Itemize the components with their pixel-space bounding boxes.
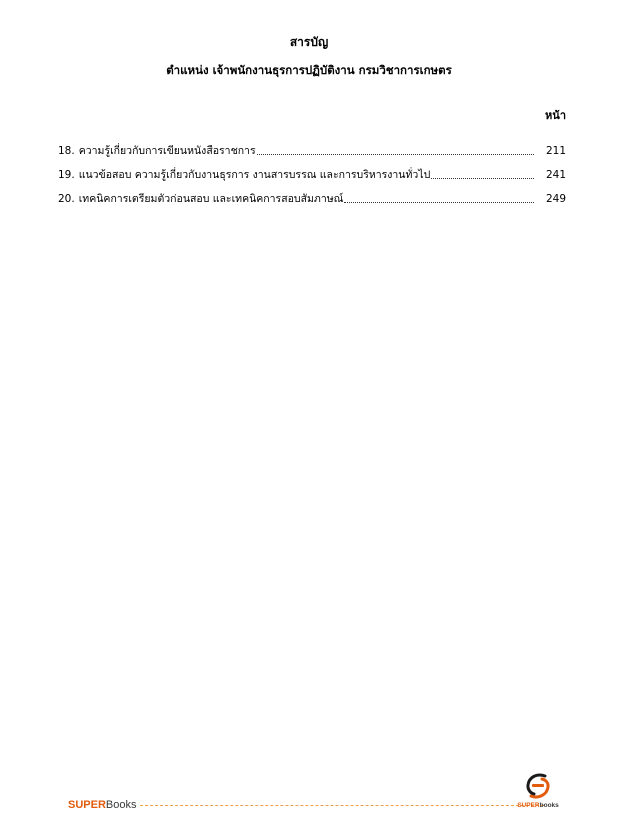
document-title: สารบัญ xyxy=(289,35,329,49)
superbooks-logo-text xyxy=(512,802,564,809)
toc-entry-number: 18. xyxy=(58,145,75,157)
toc-entry-page: 241 xyxy=(545,169,566,181)
toc-entry-title: แนวข้อสอบ ความรู้เกี่ยวกับงานธุรการ งานสารบรรณ และการบริหารงานทั่วไป xyxy=(78,169,431,181)
logo-text-books: books xyxy=(539,802,559,809)
toc-entry[interactable] xyxy=(58,182,566,206)
footer-brand-books: Books xyxy=(105,799,137,811)
logo-text-super: SUPER xyxy=(517,802,540,809)
toc-entry-number: 20. xyxy=(58,193,75,205)
footer-brand xyxy=(68,799,136,811)
document-subtitle: ตำแหน่ง เจ้าพนักงานธุรการปฏิบัติงาน กรมวิชาการเกษตร xyxy=(166,63,452,77)
toc-dot-leader xyxy=(344,202,534,203)
toc-dot-leader xyxy=(257,154,534,155)
toc-entry-page: 211 xyxy=(545,145,566,157)
toc-entry[interactable] xyxy=(58,158,566,182)
toc-entry-title: เทคนิคการเตรียมตัวก่อนสอบ และเทคนิคการสอบสัมภาษณ์ xyxy=(78,193,344,205)
toc-dot-leader xyxy=(431,178,534,179)
toc-entry-title: ความรู้เกี่ยวกับการเขียนหนังสือราชการ xyxy=(78,145,256,157)
footer-brand-super: SUPER xyxy=(68,799,106,811)
page-column-header: หน้า xyxy=(545,109,566,122)
superbooks-logo xyxy=(512,772,564,818)
toc-entry-page: 249 xyxy=(545,193,566,205)
toc-entry-number: 19. xyxy=(58,169,75,181)
table-of-contents xyxy=(58,134,566,206)
footer-dashed-rule xyxy=(140,805,544,806)
superbooks-swoosh-logo-icon xyxy=(524,772,552,800)
page-footer xyxy=(68,797,548,813)
toc-entry[interactable] xyxy=(58,134,566,158)
